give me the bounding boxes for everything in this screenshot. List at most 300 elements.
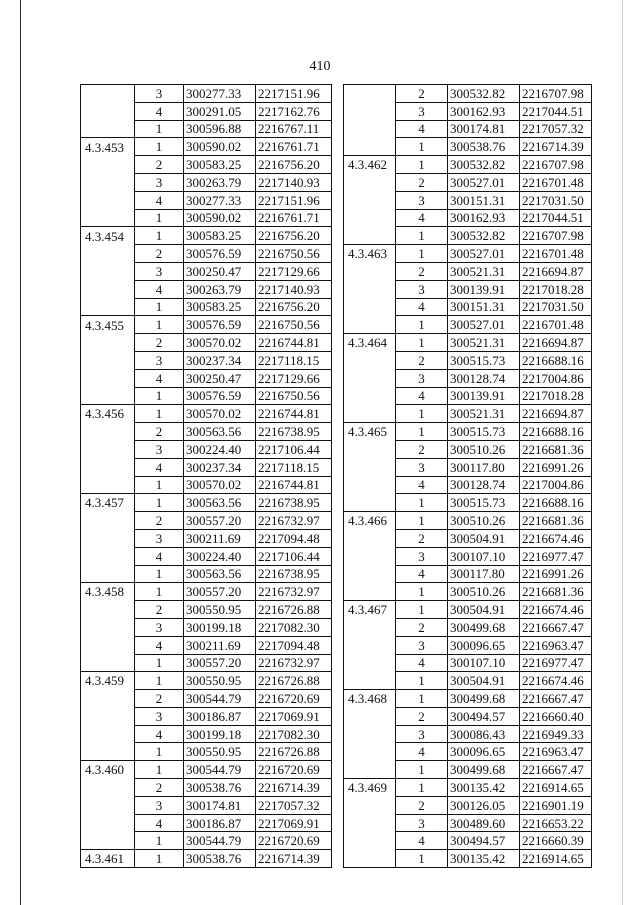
point-number: 1 (396, 156, 448, 174)
section-number: 4.3.461 (81, 850, 135, 868)
section-number (81, 440, 135, 458)
y-coordinate: 2216688.16 (520, 351, 592, 369)
x-coordinate: 300583.25 (184, 298, 256, 316)
y-coordinate: 2217094.48 (256, 529, 332, 547)
y-coordinate: 2216750.56 (256, 245, 332, 263)
point-number: 3 (135, 440, 184, 458)
table-row (81, 725, 332, 743)
x-coordinate: 300590.02 (184, 209, 256, 227)
table-row (81, 440, 332, 458)
y-coordinate: 2216701.48 (520, 245, 592, 263)
table-row (81, 654, 332, 672)
table-row (344, 850, 592, 868)
point-number: 4 (135, 280, 184, 298)
x-coordinate: 300550.95 (184, 743, 256, 761)
section-number (344, 850, 396, 868)
section-number (344, 458, 396, 476)
y-coordinate: 2216681.36 (520, 440, 592, 458)
y-coordinate: 2217140.93 (256, 280, 332, 298)
x-coordinate: 300515.73 (448, 351, 520, 369)
y-coordinate: 2217162.76 (256, 102, 332, 120)
section-number (344, 227, 396, 245)
section-number (344, 672, 396, 690)
x-coordinate: 300563.56 (184, 423, 256, 441)
y-coordinate: 2216707.98 (520, 227, 592, 245)
table-row (81, 583, 332, 601)
section-number (81, 102, 135, 120)
x-coordinate: 300583.25 (184, 227, 256, 245)
point-number: 1 (135, 298, 184, 316)
x-coordinate: 300504.91 (448, 601, 520, 619)
x-coordinate: 300544.79 (184, 761, 256, 779)
table-row (81, 743, 332, 761)
section-number (344, 476, 396, 494)
x-coordinate: 300162.93 (448, 209, 520, 227)
x-coordinate: 300174.81 (184, 796, 256, 814)
x-coordinate: 300135.42 (448, 850, 520, 868)
section-number (344, 583, 396, 601)
point-number: 4 (396, 743, 448, 761)
section-number (81, 262, 135, 280)
y-coordinate: 2216914.65 (520, 850, 592, 868)
x-coordinate: 300250.47 (184, 369, 256, 387)
y-coordinate: 2216963.47 (520, 743, 592, 761)
point-number: 4 (135, 369, 184, 387)
x-coordinate: 300521.31 (448, 334, 520, 352)
section-number: 4.3.469 (344, 779, 396, 797)
point-number: 3 (135, 707, 184, 725)
section-number (344, 351, 396, 369)
y-coordinate: 2217151.96 (256, 85, 332, 103)
y-coordinate: 2216688.16 (520, 494, 592, 512)
x-coordinate: 300199.18 (184, 725, 256, 743)
section-number: 4.3.468 (344, 690, 396, 708)
section-number: 4.3.457 (81, 494, 135, 512)
section-number (81, 351, 135, 369)
section-number (81, 814, 135, 832)
section-number: 4.3.464 (344, 334, 396, 352)
point-number: 1 (396, 316, 448, 334)
table-row (344, 351, 592, 369)
table-row (81, 298, 332, 316)
table-row (81, 814, 332, 832)
x-coordinate: 300527.01 (448, 245, 520, 263)
table-row (344, 369, 592, 387)
table-row (81, 423, 332, 441)
table-row (344, 601, 592, 619)
section-number: 4.3.462 (344, 156, 396, 174)
y-coordinate: 2216738.95 (256, 565, 332, 583)
y-coordinate: 2217129.66 (256, 369, 332, 387)
table-row (81, 547, 332, 565)
table-row (344, 120, 592, 138)
x-coordinate: 300494.57 (448, 707, 520, 725)
section-number: 4.3.456 (81, 405, 135, 423)
table-row (344, 138, 592, 156)
table-row (81, 618, 332, 636)
x-coordinate: 300489.60 (448, 814, 520, 832)
y-coordinate: 2216744.81 (256, 405, 332, 423)
table-row (344, 814, 592, 832)
table-row (81, 512, 332, 530)
point-number: 1 (135, 316, 184, 334)
section-number: 4.3.454 (81, 227, 135, 245)
point-number: 1 (396, 601, 448, 619)
section-number (81, 725, 135, 743)
point-number: 3 (396, 191, 448, 209)
table-row (81, 850, 332, 868)
table-row (344, 583, 592, 601)
table-row (81, 369, 332, 387)
table-row (81, 796, 332, 814)
section-number (344, 173, 396, 191)
table-row (344, 529, 592, 547)
y-coordinate: 2216750.56 (256, 316, 332, 334)
section-number (81, 334, 135, 352)
section-number (81, 191, 135, 209)
y-coordinate: 2216667.47 (520, 690, 592, 708)
table-row (81, 120, 332, 138)
section-number: 4.3.459 (81, 672, 135, 690)
x-coordinate: 300576.59 (184, 387, 256, 405)
section-number (344, 796, 396, 814)
point-number: 4 (396, 298, 448, 316)
table-row (344, 743, 592, 761)
y-coordinate: 2216674.46 (520, 529, 592, 547)
x-coordinate: 300117.80 (448, 458, 520, 476)
section-number (81, 601, 135, 619)
point-number: 1 (396, 334, 448, 352)
x-coordinate: 300128.74 (448, 369, 520, 387)
table-row (344, 209, 592, 227)
y-coordinate: 2216761.71 (256, 138, 332, 156)
point-number: 1 (135, 227, 184, 245)
point-number: 1 (135, 832, 184, 850)
x-coordinate: 300186.87 (184, 814, 256, 832)
section-number (344, 280, 396, 298)
table-row (344, 654, 592, 672)
y-coordinate: 2217044.51 (520, 209, 592, 227)
section-number: 4.3.466 (344, 512, 396, 530)
section-number: 4.3.463 (344, 245, 396, 263)
section-number (344, 191, 396, 209)
point-number: 4 (396, 209, 448, 227)
table-row (344, 796, 592, 814)
table-row (344, 262, 592, 280)
section-number (81, 120, 135, 138)
section-number (81, 156, 135, 174)
y-coordinate: 2216653.22 (520, 814, 592, 832)
section-number: 4.3.455 (81, 316, 135, 334)
y-coordinate: 2217106.44 (256, 440, 332, 458)
point-number: 1 (135, 743, 184, 761)
table-row (81, 476, 332, 494)
section-number (81, 529, 135, 547)
y-coordinate: 2216720.69 (256, 761, 332, 779)
x-coordinate: 300499.68 (448, 761, 520, 779)
x-coordinate: 300590.02 (184, 138, 256, 156)
y-coordinate: 2217018.28 (520, 280, 592, 298)
y-coordinate: 2217004.86 (520, 476, 592, 494)
y-coordinate: 2217018.28 (520, 387, 592, 405)
section-number (81, 173, 135, 191)
section-number (81, 423, 135, 441)
x-coordinate: 300521.31 (448, 405, 520, 423)
x-coordinate: 300199.18 (184, 618, 256, 636)
table-row (81, 102, 332, 120)
point-number: 1 (396, 779, 448, 797)
section-number: 4.3.460 (81, 761, 135, 779)
table-row (344, 440, 592, 458)
point-number: 1 (135, 120, 184, 138)
y-coordinate: 2217069.91 (256, 707, 332, 725)
page-number: 410 (309, 59, 331, 74)
y-coordinate: 2216963.47 (520, 636, 592, 654)
section-number (81, 779, 135, 797)
section-number: 4.3.467 (344, 601, 396, 619)
table-row (81, 636, 332, 654)
x-coordinate: 300494.57 (448, 832, 520, 850)
section-number (344, 814, 396, 832)
y-coordinate: 2216744.81 (256, 334, 332, 352)
x-coordinate: 300107.10 (448, 547, 520, 565)
point-number: 3 (396, 369, 448, 387)
point-number: 4 (396, 120, 448, 138)
point-number: 4 (135, 458, 184, 476)
point-number: 2 (135, 690, 184, 708)
point-number: 1 (135, 494, 184, 512)
section-number (81, 796, 135, 814)
section-number (344, 316, 396, 334)
x-coordinate: 300510.26 (448, 583, 520, 601)
y-coordinate: 2217106.44 (256, 547, 332, 565)
table-row (344, 191, 592, 209)
y-coordinate: 2216707.98 (520, 85, 592, 103)
y-coordinate: 2216901.19 (520, 796, 592, 814)
section-number (81, 209, 135, 227)
section-number (344, 405, 396, 423)
y-coordinate: 2216726.88 (256, 672, 332, 690)
x-coordinate: 300499.68 (448, 690, 520, 708)
table-row (344, 405, 592, 423)
y-coordinate: 2217118.15 (256, 458, 332, 476)
x-coordinate: 300277.33 (184, 191, 256, 209)
table-row (81, 227, 332, 245)
table-row (81, 832, 332, 850)
table-row (344, 512, 592, 530)
point-number: 2 (396, 796, 448, 814)
y-coordinate: 2216738.95 (256, 423, 332, 441)
y-coordinate: 2217151.96 (256, 191, 332, 209)
point-number: 1 (396, 583, 448, 601)
x-coordinate: 300139.91 (448, 280, 520, 298)
section-number (344, 547, 396, 565)
y-coordinate: 2216756.20 (256, 298, 332, 316)
x-coordinate: 300096.65 (448, 743, 520, 761)
point-number: 1 (135, 209, 184, 227)
table-row (344, 618, 592, 636)
x-coordinate: 300504.91 (448, 529, 520, 547)
x-coordinate: 300538.76 (184, 850, 256, 868)
x-coordinate: 300237.34 (184, 351, 256, 369)
x-coordinate: 300086.43 (448, 725, 520, 743)
point-number: 1 (135, 565, 184, 583)
table-row (81, 387, 332, 405)
y-coordinate: 2217057.32 (256, 796, 332, 814)
point-number: 2 (396, 618, 448, 636)
y-coordinate: 2217082.30 (256, 618, 332, 636)
x-coordinate: 300563.56 (184, 494, 256, 512)
x-coordinate: 300151.31 (448, 298, 520, 316)
point-number: 4 (396, 387, 448, 405)
x-coordinate: 300550.95 (184, 601, 256, 619)
point-number: 3 (135, 618, 184, 636)
y-coordinate: 2216991.26 (520, 565, 592, 583)
y-coordinate: 2216714.39 (256, 779, 332, 797)
table-row (81, 761, 332, 779)
y-coordinate: 2216761.71 (256, 209, 332, 227)
coordinates-table-right (343, 84, 592, 868)
x-coordinate: 300263.79 (184, 280, 256, 298)
point-number: 4 (135, 814, 184, 832)
point-number: 1 (396, 227, 448, 245)
x-coordinate: 300521.31 (448, 262, 520, 280)
table-row (344, 779, 592, 797)
x-coordinate: 300532.82 (448, 227, 520, 245)
point-number: 3 (396, 280, 448, 298)
point-number: 2 (396, 529, 448, 547)
x-coordinate: 300174.81 (448, 120, 520, 138)
section-number (81, 369, 135, 387)
x-coordinate: 300557.20 (184, 583, 256, 601)
point-number: 1 (135, 761, 184, 779)
point-number: 1 (135, 583, 184, 601)
y-coordinate: 2216732.97 (256, 512, 332, 530)
x-coordinate: 300563.56 (184, 565, 256, 583)
point-number: 4 (396, 654, 448, 672)
point-number: 2 (135, 334, 184, 352)
y-coordinate: 2216726.88 (256, 743, 332, 761)
y-coordinate: 2216767.11 (256, 120, 332, 138)
y-coordinate: 2216750.56 (256, 387, 332, 405)
section-number (81, 280, 135, 298)
table-row (344, 85, 592, 103)
y-coordinate: 2217140.93 (256, 173, 332, 191)
x-coordinate: 300107.10 (448, 654, 520, 672)
point-number: 1 (396, 423, 448, 441)
x-coordinate: 300224.40 (184, 547, 256, 565)
section-number (344, 743, 396, 761)
x-coordinate: 300211.69 (184, 529, 256, 547)
point-number: 3 (396, 102, 448, 120)
point-number: 1 (135, 405, 184, 423)
table-row (344, 565, 592, 583)
x-coordinate: 300237.34 (184, 458, 256, 476)
y-coordinate: 2217069.91 (256, 814, 332, 832)
x-coordinate: 300538.76 (184, 779, 256, 797)
y-coordinate: 2216667.47 (520, 761, 592, 779)
point-number: 2 (396, 173, 448, 191)
point-number: 3 (396, 814, 448, 832)
y-coordinate: 2216674.46 (520, 672, 592, 690)
point-number: 1 (135, 850, 184, 868)
section-number (344, 209, 396, 227)
point-number: 2 (396, 440, 448, 458)
table-row (81, 138, 332, 156)
table-row (81, 351, 332, 369)
x-coordinate: 300527.01 (448, 316, 520, 334)
page-left-edge (20, 0, 21, 905)
y-coordinate: 2216701.48 (520, 316, 592, 334)
y-coordinate: 2217031.50 (520, 191, 592, 209)
point-number: 1 (396, 672, 448, 690)
point-number: 2 (135, 423, 184, 441)
point-number: 1 (396, 850, 448, 868)
x-coordinate: 300126.05 (448, 796, 520, 814)
y-coordinate: 2216694.87 (520, 405, 592, 423)
x-coordinate: 300583.25 (184, 156, 256, 174)
section-number (81, 565, 135, 583)
point-number: 1 (396, 245, 448, 263)
y-coordinate: 2216720.69 (256, 832, 332, 850)
section-number (81, 547, 135, 565)
table-row (81, 191, 332, 209)
table-row (344, 832, 592, 850)
section-number (81, 832, 135, 850)
x-coordinate: 300162.93 (448, 102, 520, 120)
section-number (344, 761, 396, 779)
y-coordinate: 2216977.47 (520, 547, 592, 565)
y-coordinate: 2216914.65 (520, 779, 592, 797)
y-coordinate: 2216714.39 (256, 850, 332, 868)
x-coordinate: 300211.69 (184, 636, 256, 654)
x-coordinate: 300510.26 (448, 512, 520, 530)
section-number (344, 636, 396, 654)
y-coordinate: 2216681.36 (520, 583, 592, 601)
section-number (344, 262, 396, 280)
point-number: 1 (396, 512, 448, 530)
point-number: 3 (135, 529, 184, 547)
x-coordinate: 300151.31 (448, 191, 520, 209)
table-row (81, 173, 332, 191)
section-number (344, 369, 396, 387)
table-row (344, 245, 592, 263)
table-row (81, 565, 332, 583)
section-number: 4.3.458 (81, 583, 135, 601)
y-coordinate: 2216707.98 (520, 156, 592, 174)
table-row (344, 156, 592, 174)
coordinates-table-left (80, 84, 332, 868)
table-row (81, 601, 332, 619)
table-row (81, 85, 332, 103)
x-coordinate: 300544.79 (184, 690, 256, 708)
y-coordinate: 2217057.32 (520, 120, 592, 138)
table-row (344, 227, 592, 245)
y-coordinate: 2216667.47 (520, 618, 592, 636)
point-number: 2 (396, 85, 448, 103)
x-coordinate: 300510.26 (448, 440, 520, 458)
x-coordinate: 300532.82 (448, 156, 520, 174)
x-coordinate: 300532.82 (448, 85, 520, 103)
point-number: 4 (135, 547, 184, 565)
y-coordinate: 2216694.87 (520, 262, 592, 280)
table-row (344, 494, 592, 512)
point-number: 2 (135, 779, 184, 797)
point-number: 1 (396, 690, 448, 708)
point-number: 4 (135, 636, 184, 654)
y-coordinate: 2217129.66 (256, 262, 332, 280)
table-row (344, 102, 592, 120)
